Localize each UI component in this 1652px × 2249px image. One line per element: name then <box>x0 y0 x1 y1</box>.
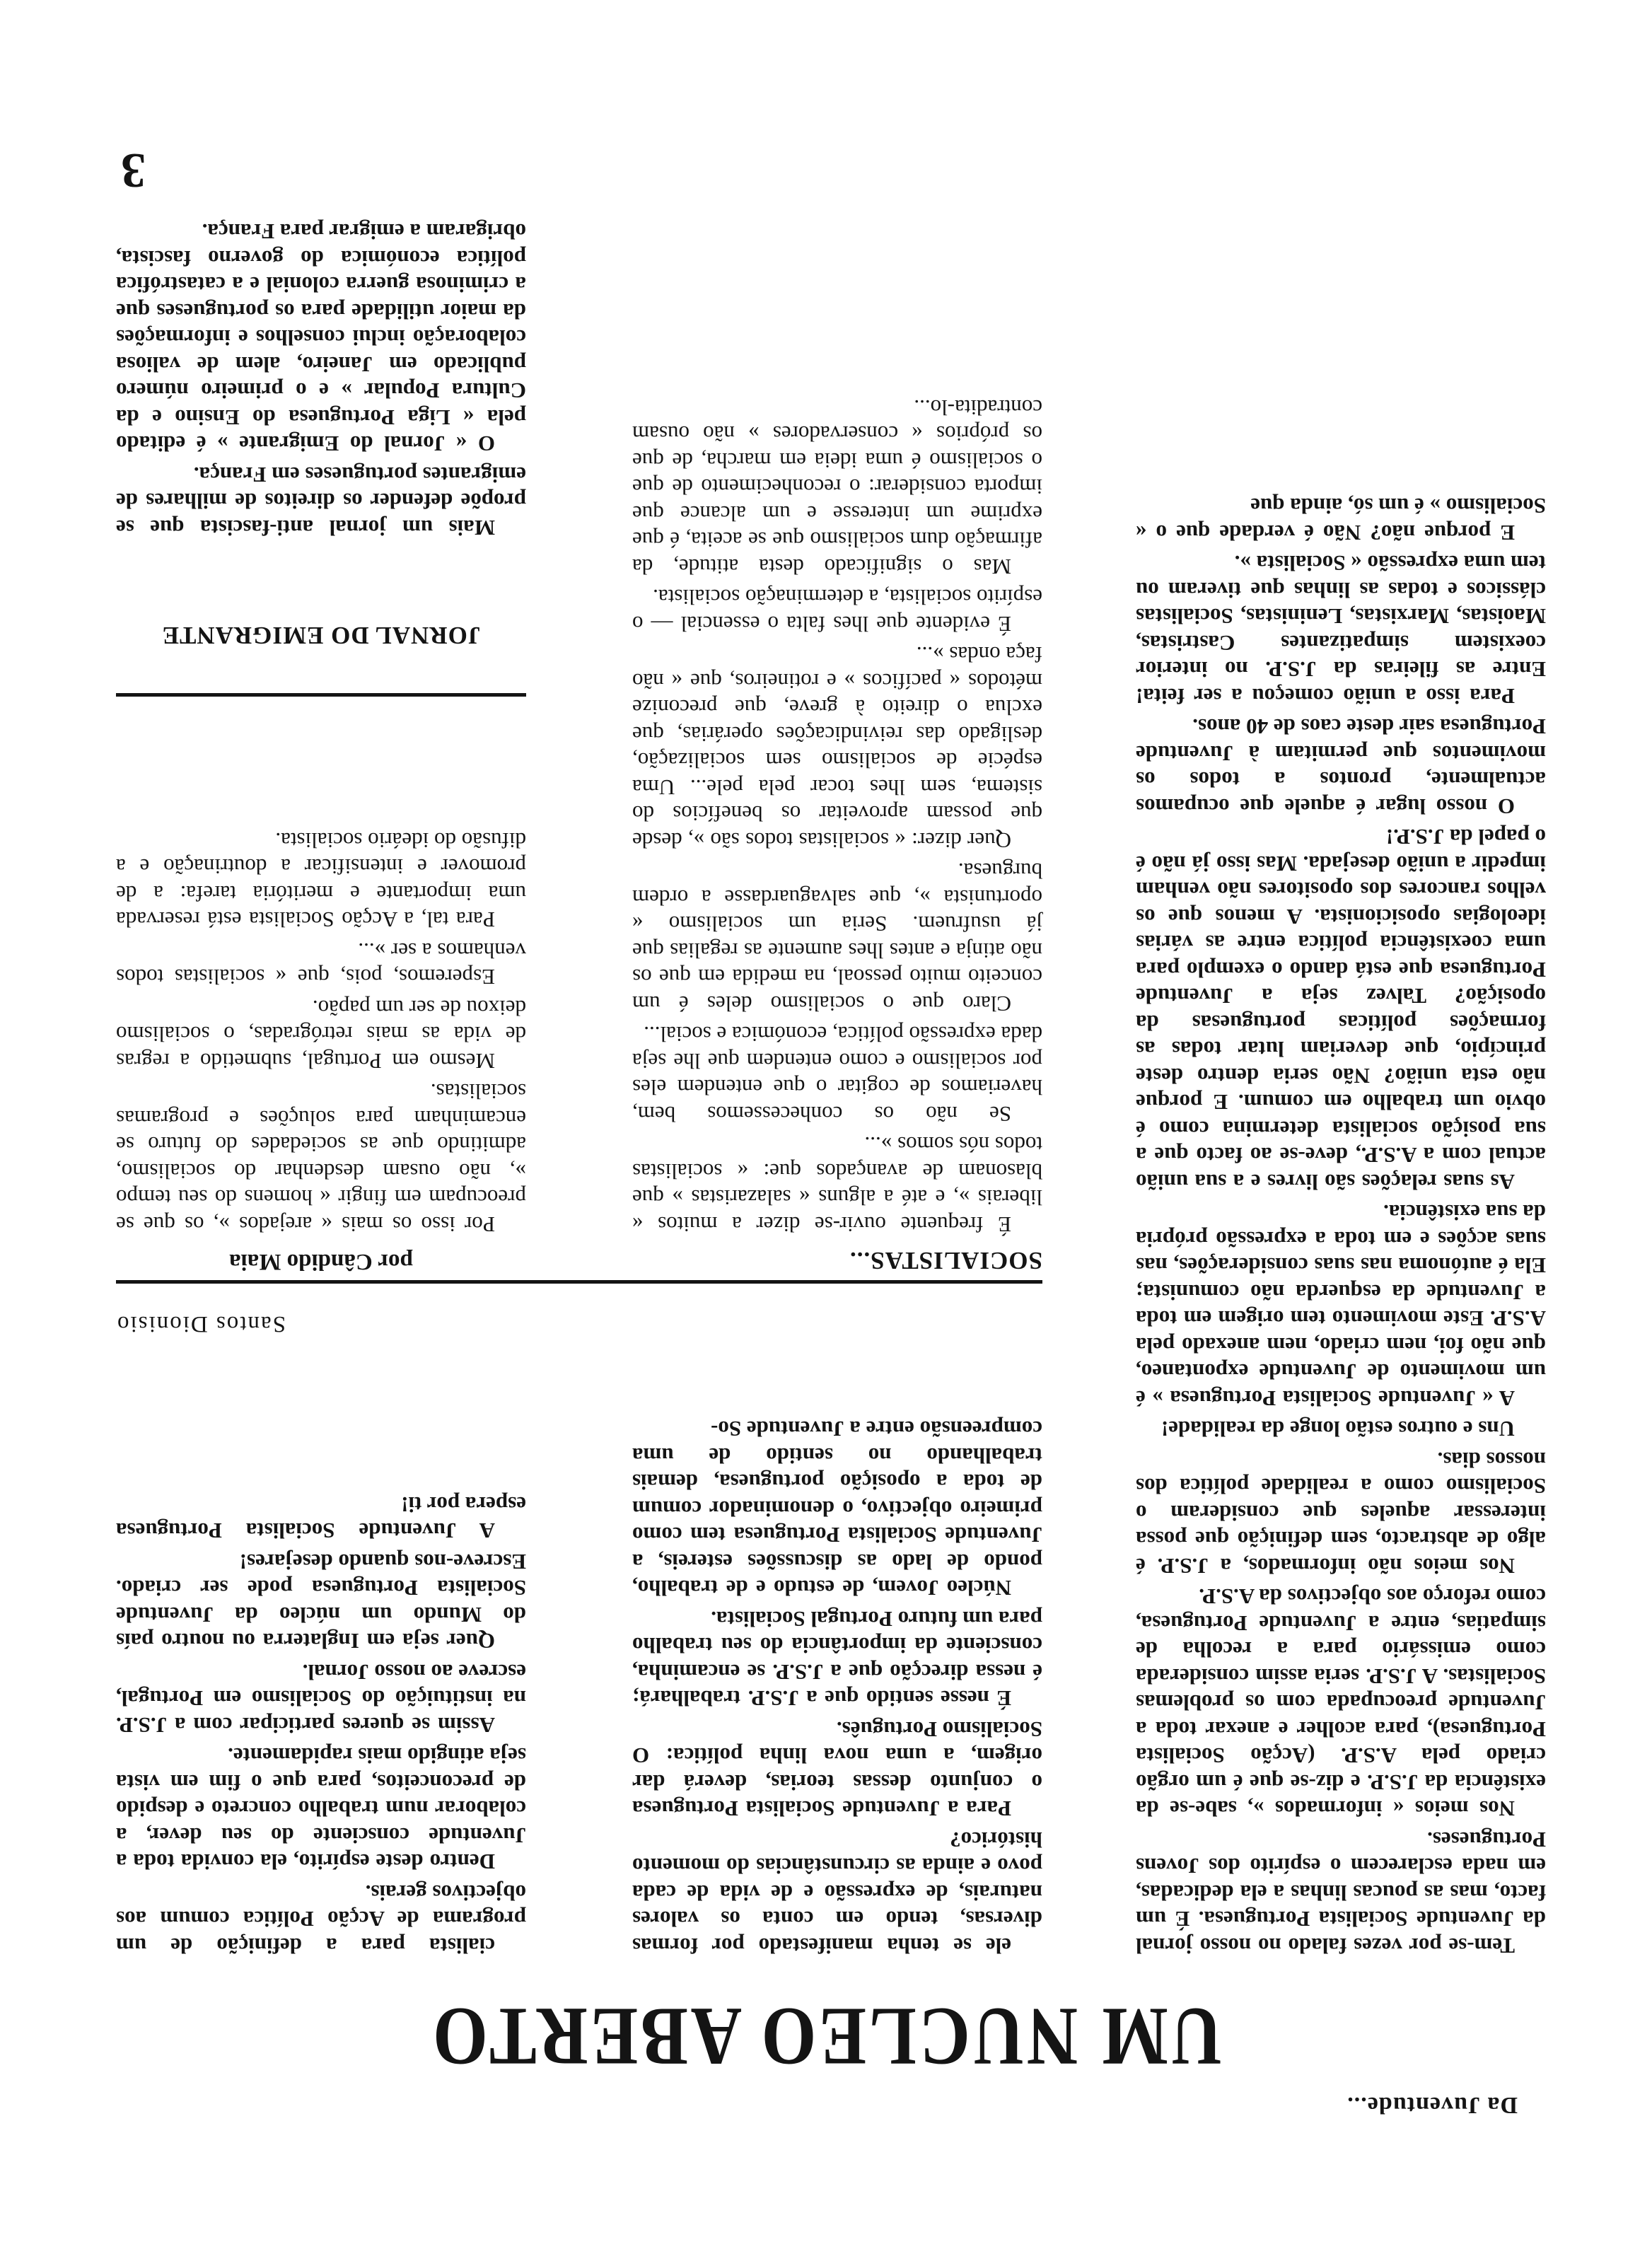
paragraph: É nesse sentido que a J.S.P. trabalhará; é nessa direcção que a J.S.P. se encaminha, consciente da importância do seu trabalho para um futuro Portugal Socialista. <box>632 1607 1042 1712</box>
paragraph: cialista para a definição de um programa de Acção Política comum aos objectivos gerais. <box>116 1881 526 1958</box>
emigrante-column <box>116 219 526 541</box>
section-divider <box>116 693 526 697</box>
paragraph: Se não os conhecessemos bem, haveriamos de cogitar o que entendem eles por socialismo e como entendem que lhe seja dada expressão política, económica e social... <box>632 1022 1042 1127</box>
paragraph: Quer seja em Inglaterra ou noutro país do Mundo um núcleo da Juventude Socialista Portuguesa pode ser criado. Escreve-nos quando desejares! <box>116 1550 526 1654</box>
section-title-socialistas: SOCIALISTAS... <box>849 1247 1042 1274</box>
paragraph: Tem-se por vezes falado no nosso jornal da Juventude Socialista Portuguesa. É um facto, mas as poucas linhas a ela dedicadas, em nada esclarecem o espírito dos Jovens Portugueses. <box>1136 1827 1546 1958</box>
article-column-1 <box>1136 106 1546 1959</box>
byline: por Cândido Maia <box>229 1249 413 1274</box>
paragraph: Claro que o socialismo deles é um conceito muito pessoal, na medida em que os não atinja e antes lhes aumente as regalias que já usufruem. Seria um socialismo « oportunista », que salvaguardasse a ordem burguesa. <box>632 859 1042 1016</box>
paragraph: As suas relações são livres e a sua união actual com a A.S.P., deve-se ao facto que a sua posição socialista determina como é obvio um trabalho em comum. E porque não esta união? Não seria dentro deste princípio, que deveriam lutar todas as formações políticas portuguesas da oposição? Talvez seja a Juventude Portuguesa que está dando o exemplo para uma coexistência política entre as várias ideologias oposicionista. A menos que os velhos rancores dos opositores não venham impedir a união desejada. Mas isso já não é o papel da J.S.P.! <box>1136 825 1546 1195</box>
paragraph: Dentro deste espírito, ela convida toda a Juventude consciente do seu dever, a colaborar num trabalho concreto e despido de preconceitos, para que o fim em vista seja atingido mais rapidamente. <box>116 1743 526 1875</box>
paragraph: O nosso lugar é aquele que ocupamos actualmente, prontos a todos os movimentos que permitam à Juventude Portuguesa sair deste caos de 40 anos. <box>1136 714 1546 819</box>
paragraph: Assim se queres participar com a J.S.P. na instituição do Socialismo em Portugal, escreve ao nosso Jornal. <box>116 1660 526 1738</box>
paragraph: Uns e outros estão longe da realidade! <box>1161 1417 1515 1442</box>
paragraph: Mesmo em Portugal, submetido a regras de vida as mais retrógradas, o socialismo deixou de ser um papão. <box>116 996 526 1074</box>
article-column-2 <box>632 1417 1042 1959</box>
lead-paragraph: Mais um jornal anti-fascista que se propõe defender os direitos de milhares de emigrantes portugueses em França. <box>116 463 526 540</box>
paragraph: A « Juventude Socialista Portuguesa » é um movimento de Juventude expontaneo, que não foi, nem criado, nem anexado pela A.S.P. Este movimento tem origem em toda a Juventude da esquerda não comunista; Ela é autónoma nas suas considerações, nas suas acções e em toda a expressão própria da sua existência. <box>1136 1200 1546 1411</box>
paragraph: Para tal, a Acção Socialista está reservada uma importante e meritória tarefa: a de promover e intensificar a doutrinação e a difusão do ideário socialista. <box>116 828 526 933</box>
socialistas-column-1 <box>632 297 1042 1238</box>
paragraph: Mas o significado desta atitude, da afirmação dum socialismo que se aceita, é que exprime um interesse e um alcance que importa considerar: o reconhecimento de que o socialismo é uma ideia em marcha, de que os próprios « conservadores » não ousam contradita-lo... <box>632 395 1042 579</box>
paragraph: É frequente ouvir-se dizer a muitos « liberais », e até a alguns « salazaristas » que blasonam de avançados que: « socialistas todos nós somos »... <box>632 1132 1042 1237</box>
paragraph: O « Jornal do Emigrante » é editado pela « Liga Portuguesa do Ensino e da Cultura Popular » e o primeiro número publicado em Janeiro, alem de valiosa colaboração inclui conselhos e informações da maior utilidade para os portugueses que a criminosa guerra colonial e a catastrófica política económica do governo fascista, obrigaram a emigrar para França. <box>116 219 526 457</box>
paragraph: É evidente que lhes falta o essencial — o espírito socialista, a determinação socialista. <box>632 585 1042 637</box>
paragraph: Por isso os mais « arejados », os que se preocupam em fingir « homens do seu tempo », não ousam desdenhar do socialismo, admitindo que as sociedades do futuro se encaminham para soluções e programas socialistas. <box>116 1079 526 1237</box>
paragraph: Nos meios não informados, a J.S.P. é algo de abstracto, sem definição que possa interessar aqueles que consideram o Socialismo como a realidade política dos nossos dias. <box>1136 1448 1546 1579</box>
headline: UM NUCLEO ABERTO <box>430 1990 1222 2084</box>
paragraph: Para a Juventude Socialista Portuguesa o conjunto dessas teorias, deverá dar origem, a uma nova linha política: O Socialismo Português. <box>632 1717 1042 1822</box>
page-number: 3 <box>121 143 146 197</box>
kicker: Da Juventude... <box>1346 2092 1518 2118</box>
paragraph: E porque não? Não é verdade que o « Socialismo » é um só, ainda que <box>1136 494 1546 545</box>
paragraph: Esperemos, pois, que « socialistas todos venhamos a ser »... <box>116 938 526 990</box>
paragraph: Nos meios « informados », sabe-se da existência da J.S.P. e diz-se que é um orgão criado pela A.S.P. (Acção Socialista Portuguesa), para acolher e anexar toda a Juventude preocupada com os problemas Socialistas. A J.S.P. seria assim considerada como emissário para a recolha de simpatias, entre a Juventude Portuguesa, como reforço aos objectivos da A.S.P. <box>1136 1584 1546 1822</box>
article-column-3 <box>116 1492 526 1959</box>
paragraph: ele se tenha manifestado por formas diversas, tendo em conta os valores naturais, de expressão e de vida de cada povo e ainda as circunstâncias do momento histórico? <box>632 1827 1042 1958</box>
paragraph: A Juventude Socialista Portuguesa espera por ti! <box>116 1492 526 1544</box>
section-title-jornal-do-emigrante: JORNAL DO EMIGRANTE <box>161 622 481 649</box>
paragraph: Quer dizer: « socialistas todos são », desde que possam aproveitar os benefícios do sistema, sem lhes tocar pela pele... Uma espécie de socialismo sem socialização, desligado das reivindicações operárias, que exclua o direito à greve, que preconize métodos « pacíficos » e rotineiros, que « não faça ondas »... <box>632 642 1042 853</box>
author-signature: Santos Dionisio <box>116 1311 286 1337</box>
socialistas-column-2 <box>116 736 526 1238</box>
paragraph: Núcleo Jovem, de estudo e de trabalho, pondo de lado as discussões estereis, a Juventude Socialista Portuguesa tem como primeiro objectivo, o denominador comum de toda a oposição portuguesa, demais trabalhando no sentido de uma compreensão entre a Juventude So- <box>632 1417 1042 1601</box>
paragraph: Para isso a união começou a ser feita! Entre as fileiras da J.S.P. no interior coexistem simpatizantes Castristas, Maoistas, Marxistas, Leninistas, Socialistas clássicos e todas as linhas que tiveram ou tem uma expressão « Socialista ». <box>1136 551 1546 709</box>
section-divider <box>116 1280 1042 1284</box>
